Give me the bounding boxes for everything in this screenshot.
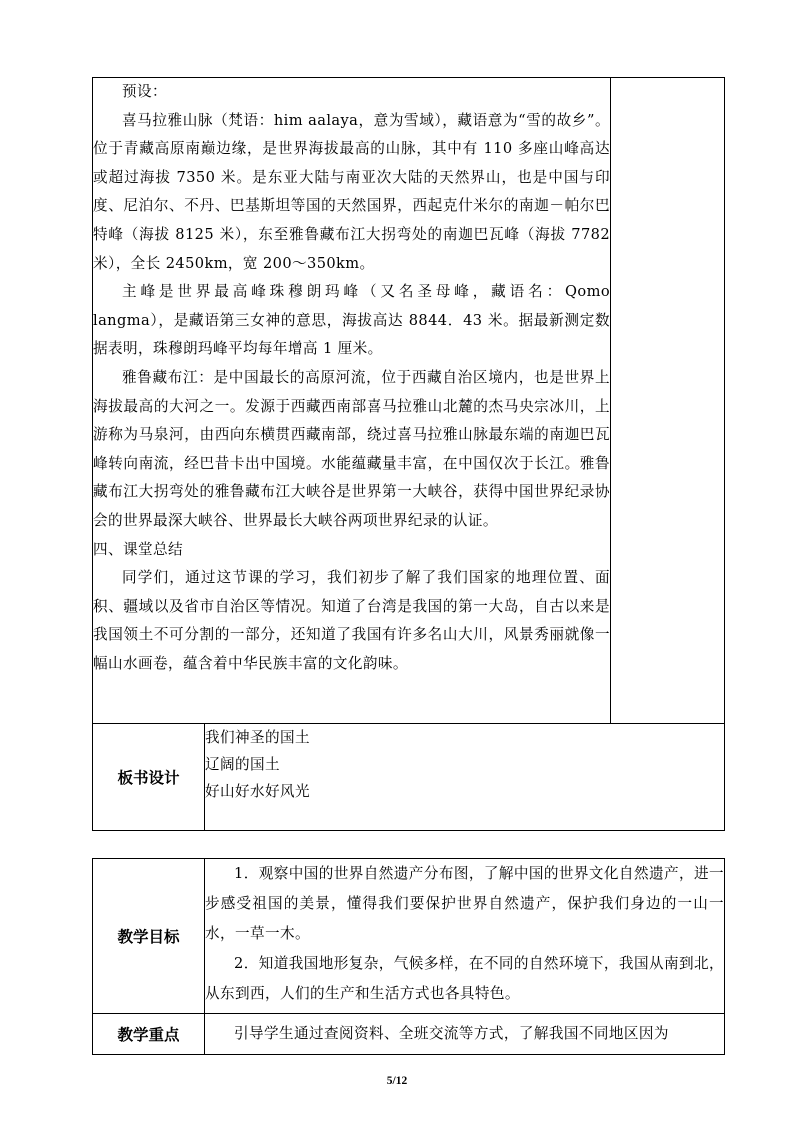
board-row — [93, 724, 725, 831]
focus-text: 引导学生通过查阅资料、全班交流等方式，了解我国不同地区因为 — [234, 1025, 669, 1042]
paragraph-yarlung: 雅鲁藏布江：是中国最长的高原河流，位于西藏自治区境内，也是世界上海拔最高的大河之一。发源于西藏西南部喜马拉雅山北麓的杰马央宗冰川，上游称为马泉河，由西向东横贯西藏南部，绕过喜马拉雅山脉最东端的南迦巴瓦峰转向南流，经巴昔卡出中国境。水能蕴藏量丰富，在中国仅次于长江。雅鲁藏布江大拐弯处的雅鲁藏布江大峡谷是世界第一大峡谷，获得中国世界纪录协会的世界最深大峡谷、世界最长大峡谷两项世界纪录的认证。 — [93, 368, 610, 529]
board-content — [205, 724, 725, 831]
focus-content — [205, 1014, 725, 1055]
lesson-content-cell — [93, 78, 611, 724]
board-label: 板书设计 — [93, 724, 205, 831]
preset-heading: 预设： — [122, 83, 167, 100]
goals-row — [93, 859, 725, 1014]
lesson-content-row — [93, 78, 725, 724]
goal-item: 1．观察中国的世界自然遗产分布图，了解中国的世界文化自然遗产，进一步感受祖国的美景，懂得我们要保护世界自然遗产，保护我们身边的一山一水，一草一木。 — [205, 865, 724, 942]
goals-content — [205, 859, 725, 1014]
focus-row — [93, 1014, 725, 1055]
plan-table — [92, 858, 725, 1055]
summary-text: 同学们，通过这节课的学习，我们初步了解了我们国家的地理位置、面积、疆域以及省市自治区等情况。知道了台湾是我国的第一大岛，自古以来是我国领土不可分割的一部分，还知道了我国有许多名山大川，风景秀丽就像一幅山水画卷，蕴含着中华民族丰富的文化韵味。 — [93, 569, 610, 672]
page-number: 5/12 — [386, 1075, 408, 1087]
goals-label: 教学目标 — [93, 859, 205, 1014]
paragraph-everest: 主峰是世界最高峰珠穆朗玛峰（又名圣母峰，藏语名：Qomo langma），是藏语第三女神的意思，海拔高达 8844．43 米。据最新测定数据表明，珠穆朗玛峰平均每年增高 1 厘米。 — [93, 283, 610, 358]
goal-item: 2．知道我国地形复杂，气候多样，在不同的自然环境下，我国从南到北，从东到西，人们的生产和生活方式也各具特色。 — [205, 955, 724, 1002]
board-line: 我们神圣的国土 — [205, 729, 310, 746]
focus-label: 教学重点 — [93, 1014, 205, 1055]
board-table — [92, 723, 725, 831]
board-line: 好山好水好风光 — [205, 783, 310, 800]
paragraph-himalaya: 喜马拉雅山脉（梵语：him aalaya，意为雪域），藏语意为“雪的故乡”。位于青藏高原南巅边缘，是世界海拔最高的山脉，其中有 110 多座山峰高达或超过海拔 7350 米。是东亚大陆与南亚次大陆的天然界山，也是中国与印度、尼泊尔、不丹、巴基斯坦等国的天然国界，西起克什米尔的南迦－帕尔巴特峰（海拔 8125 米），东至雅鲁藏布江大拐弯处的南迦巴瓦峰（海拔 7782 米），全长 2450km，宽 200～350km。 — [93, 111, 610, 272]
notes-cell — [611, 78, 725, 724]
lesson-table — [92, 77, 725, 724]
board-line: 辽阔的国土 — [205, 756, 280, 773]
summary-heading: 四、课堂总结 — [93, 540, 183, 558]
